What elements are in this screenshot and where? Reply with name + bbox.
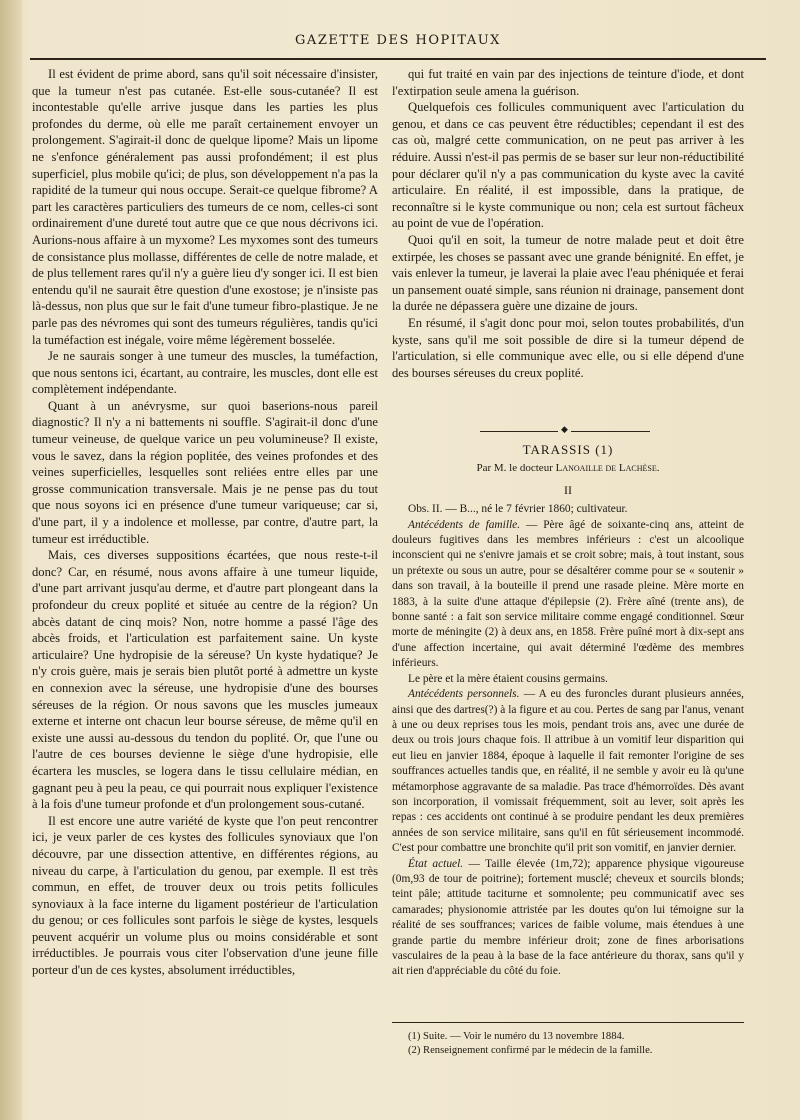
paragraph: Quoi qu'il en soit, la tumeur de notre malade peut et doit être extirpée, les choses se passant avec une grande bénignité. En effet, je vais enlever la tumeur, je laverai la plaie avec l'eau phéniquée et ferai un pansement ouaté simple, sans réunion ni drainage, pansement dont la durée ne dépassera guère une dizaine de jours. (392, 232, 744, 314)
page-spine (0, 0, 22, 1120)
paragraph-parents (392, 672, 744, 687)
paragraph-text: — Père âgé de soixante-cinq ans, atteint de douleurs fugitives dans les membres inférieurs : c'est un alcoolique inconscient qui ne s'enivre jamais et se croit sobre; mais, à tout instant, sous un prétexte ou sous un autre, pour se désaltérer comme pour se « soutenir » dans son travail, à la bouteille il prend une rasade pleine. Mère morte en 1883, à la suite d'une attaque d'épilepsie (2). Frère aîné (trente ans), de bonne santé : a fait son service militaire comme engagé conditionnel. Sœur morte de méningite (2) à deux ans, en 1858. Frère puîné mort à dix-sept ans d'une affection incertaine, qui avait déterminé l'œdème des membres inférieurs. (392, 518, 744, 670)
journal-title: GAZETTE DES HOPITAUX (295, 33, 501, 48)
footnotes (392, 1030, 744, 1058)
divider-ornament-icon: ◆ (558, 425, 571, 435)
paragraph-text: — Taille élevée (1m,72); apparence physique vigoureuse (0m,93 de tour de poitrine); fortement musclé; cheveux et sourcils blonds; teint pâle; attitude taciturne et somnolente; peu communicatif avec ses camarades; physionomie attristée par les doutes qu'on lui témoigne sur la réalité de ses souffrances; varices de faible volume, mais étendues à une grande partie du membre inférieur droit; zone de fines arborisations vasculaires de la peau à la base de la face antérieure du thorax, sans qu'il y ait rien d'appréciable du côté du foie. (392, 857, 745, 978)
footnote-rule (392, 1022, 744, 1023)
paragraph: Il est évident de prime abord, sans qu'il soit nécessaire d'insister, que la tumeur n'est pas cutanée. Est-elle sous-cutanée? Il est incontestable qu'elle arrive jusque dans les parties les plus profondes du derme, où elle me paraît certainement envoyer un prolongement. S'agirait-il donc de quelque lipome? Mais un lipome ne s'enfonce généralement pas aussi profondément; il est plus superficiel, plus mobile qu'ici; de plus, son développement n'a pas la rapidité de la tumeur qui nous occupe. Serait-ce quelque fibrome? A part les caractères particuliers des tumeurs de ce nom, celles-ci sont ordinairement d'une dureté tout autre que ce que nous décrivons ici. Aurions-nous affaire à un myxome? Les myxomes sont des tumeurs de consistance plus mollasse, différentes de celle de notre malade, et de plus tellement rares qu'il n'y a guère lieu d'y songer ici. Il est bien entendu qu'il ne saurait être question d'une exostose; je n'insiste pas là-dessus, non plus que sur le fait d'une tumeur fibro-plastique. Je ne parle pas des névromes qui sont des tumeurs régulières, tandis qu'ici la tuméfaction est inégale, voire même légèrement bosselée. (32, 67, 378, 347)
author-name: Lanoaille de Lachèse. (555, 462, 660, 475)
article-part-number: II (564, 482, 572, 497)
paragraph: Quelquefois ces follicules communiquent avec l'articulation du genou, et dans ce cas peuvent être réductibles; cependant il est des cas où, malgré cette communication, on ne peut pas arriver à les réduire. Aussi n'est-il pas permis de se baser sur leur non-réductibilité pour déclarer qu'il n'y a pas communication du kyste avec la cavité articulaire. En réalité, il est impossible, dans la pratique, de reconnaître si le kyste communique ou non; cela est surtout fâcheux au point de vue de l'opération. (392, 100, 744, 231)
paragraph: Il est encore une autre variété de kyste que l'on peut rencontrer ici, je veux parler de ces kystes des follicules synoviaux que l'on découvre, par une dissection attentive, en différentes régions, au niveau du carpe, à l'articulation du genou, par exemple. Il est très commun, en effet, de trouver deux ou trois petits follicules synoviaux à la face interne du ligament postérieur de l'articulation du genou; or ces follicules sont parfois le siège de kystes, lesquels peuvent acquérir un volume plus ou moins considérable et sont irréductibles. Je pourrais vous citer l'observation d'une jeune fille porteur d'un de ces kystes, absolument irréductibles, (32, 813, 378, 978)
observation-heading: Obs. II. — B..., né le 7 février 1860; cultivateur. (408, 503, 628, 516)
page-header (30, 28, 766, 60)
paragraph: qui fut traité en vain par des injections de teinture d'iode, et dont l'extirpation seule amena la guérison. (392, 67, 744, 98)
author-prefix: Par M. le docteur (476, 462, 553, 475)
article-title: TARASSIS (1) (522, 442, 614, 457)
paragraph: En résumé, il s'agit donc pour moi, selon toutes probabilités, d'un kyste, sans qu'il me soit possible de dire si la tumeur dépend de l'articulation, si elle communique avec elle, ou si elle dépend d'une des bourses séreuses du creux poplité. (392, 315, 744, 380)
paragraph: Mais, ces diverses suppositions écartées, que nous reste-t-il donc? Car, en résumé, nous avons affaire à une tumeur liquide, d'une part arrivant jusqu'au derme, et d'autre part plongeant dans la profondeur du creux poplité et située au centre de la région? Un abcès datant de cinq mois? Non, notre homme a passé l'âge des abcès froids, et l'articulation est parfaitement saine. Un kyste articulaire? Une hydropisie de la séreuse? Un kyste hydatique? Je n'y crois guère, mais je serais bien plutôt porté à admettre un kyste en connexion avec la séreuse, une hydropisie d'une des bourses séreuses de la région. Or nous savons que les muscles jumeaux externe et interne ont chacun leur bourse séreuse, de même qu'il en existe une aussi au-dessous du tendon du poplité. Or, que l'une ou l'autre de ces bourses devienne le siège d'une hydropisie, elle écartera les muscles, se logera dans le tissu cellulaire médian, en gagnant peu à peu la peau, ce qui pourrait nous expliquer l'existence à la fois d'une tumeur profonde et d'un prolongement sous-cutané. (32, 548, 378, 812)
paragraph-lead: État actuel. (408, 857, 464, 870)
paragraph-text: — A eu des furoncles durant plusieurs années, ainsi que des dartres(?) à la figure et au cou. Pertes de sang par l'anus, venant à une ou deux reprises tous les mois, pendant trois ans, avec une durée de deux ou trois jours chaque fois. Il attribue à un vomitif leur disparition qui eut lieu en janvier 1884, époque à laquelle il fait remonter l'origine de ses souffrances actuelles tandis que, en réalité, il ne semble y avoir eu là qu'une métamorphose aggravante de sa maladie. Pas trace d'hémorroïdes. Dès avant son incorporation, il vomissait fréquemment, soit au lever, soit après les repas : ces accidents ont continué à se produire pendant les deux premières années de son service militaire, sans qu'il en fût sérieusement incommodé. C'est pour combattre une bronchite qu'il prit son vomitif, en janvier dernier. (392, 688, 744, 855)
paragraph: Je ne saurais songer à une tumeur des muscles, la tuméfaction, que nous sentons ici, écartant, au contraire, les muscles, dont elle est complètement indépendante. (32, 349, 378, 397)
paragraph-lead: Antécédents personnels. (408, 688, 520, 701)
footnote: (2) Renseignement confirmé par le médecin de la famille. (408, 1045, 653, 1056)
left-column (32, 66, 378, 979)
paragraph-text: Le père et la mère étaient cousins germains. (408, 672, 608, 685)
article-tarassis (392, 442, 744, 980)
paragraph-lead: Antécédents de famille. (408, 518, 521, 531)
paragraph: Quant à un anévrysme, sur quoi baserions-nous pareil diagnostic? Il n'y a ni battements ni souffle. S'agirait-il donc d'une tumeur veineuse, de quelque varice un peu volumineuse? Il existe, vous le savez, dans la région poplitée, des veines profondes et des veines superficielles, lesquelles sont reliées entre elles par une grosse communication transversale. Mais je ne pense pas du tout que nous soyons ici en présence d'une tumeur variqueuse; car si, d'une part, il y a indolence et mollesse, par contre, d'autre part, la tumeur est irréductible. (32, 398, 378, 546)
paragraph-family-history (392, 518, 744, 672)
section-divider (480, 425, 650, 436)
right-column-upper (392, 66, 744, 381)
footnote: (1) Suite. — Voir le numéro du 13 novembre 1884. (408, 1031, 625, 1042)
article-author (392, 461, 744, 476)
paragraph-personal-history (392, 687, 744, 856)
paragraph-current-state (392, 857, 744, 980)
